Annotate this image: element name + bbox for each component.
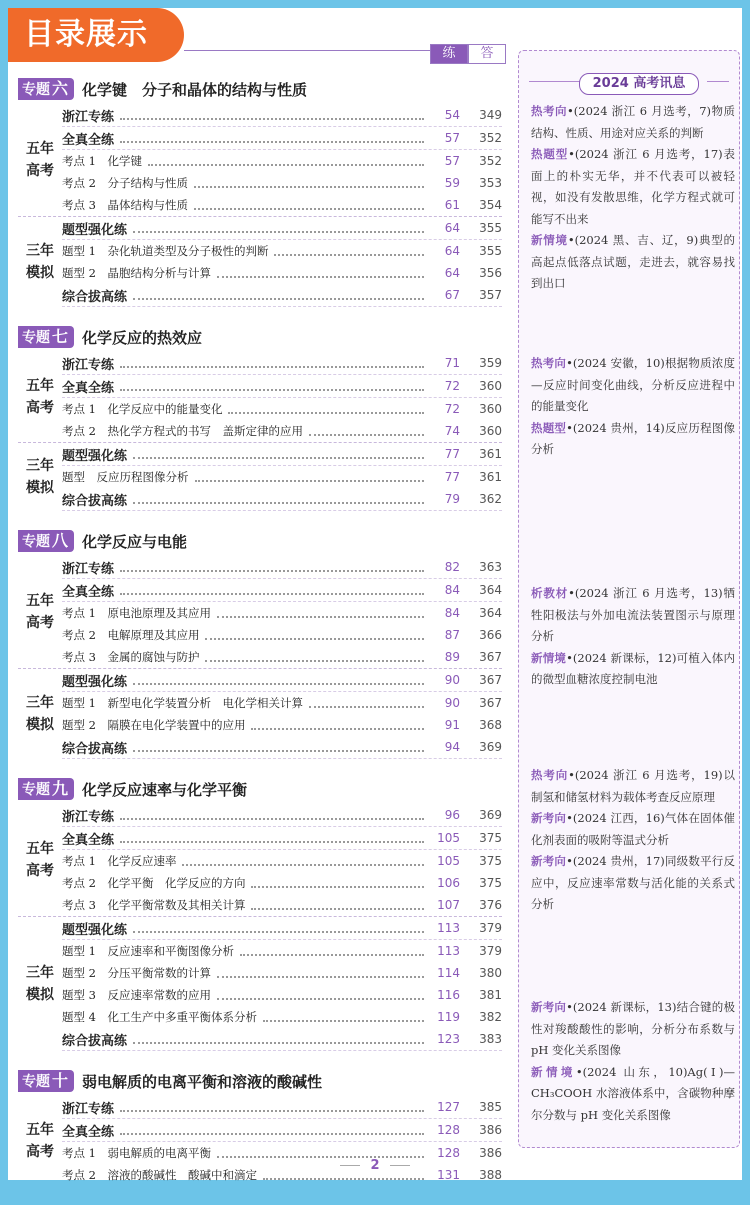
entry-page: 131: [437, 1168, 460, 1182]
entry-page: 128: [437, 1123, 460, 1137]
news-tag: 新考向: [531, 1000, 567, 1014]
section-badge-label: 专题: [22, 534, 50, 550]
dot-leader: [217, 968, 424, 978]
dot-leader: [217, 1148, 424, 1158]
dot-leader: [309, 698, 424, 708]
toc-block: [18, 216, 502, 307]
toc-entry[interactable]: [62, 1096, 502, 1119]
news-tag: 热考向: [531, 356, 567, 370]
entry-label: 题型强化练: [62, 222, 128, 238]
dot-leader: [251, 878, 424, 888]
entry-label: 题型强化练: [62, 922, 128, 938]
entry-page: 77: [444, 470, 460, 484]
toc-entry[interactable]: [62, 556, 502, 579]
section-badge-label: 专题: [22, 330, 50, 346]
section-header: [18, 78, 502, 100]
news-panel: [518, 50, 740, 1148]
entry-page: 90: [444, 673, 460, 687]
toc-entry[interactable]: [62, 894, 502, 916]
entry-answer-page: 359: [479, 356, 502, 370]
entry-page: 91: [444, 718, 460, 732]
entry-answer-page: 364: [479, 583, 502, 597]
toc-section: [18, 326, 502, 511]
news-tag: 热考向: [531, 104, 567, 118]
news-item: [531, 851, 735, 916]
news-item: [531, 144, 735, 230]
toc-block: [18, 352, 502, 442]
toc-entry[interactable]: [62, 1006, 502, 1028]
entry-page: 89: [444, 650, 460, 664]
news-text: •(2024 浙江 6 月选考，19)以制氢和储氢材料为载体考查反应原理: [531, 768, 735, 804]
entry-answer-page: 354: [479, 198, 502, 212]
news-text: •(2024 山东，10)Ag(Ⅰ)—CH₃COOH 水溶液体系中，含碳物种摩尔分数与 pH 变化关系图像: [531, 1064, 736, 1122]
entry-answer-page: 369: [479, 808, 502, 822]
dot-leader: [251, 900, 424, 910]
news-tag: 新情境: [531, 233, 568, 247]
entry-label: 全真全练: [62, 132, 115, 148]
entry-label: 题型强化练: [62, 448, 128, 464]
block-label: 五年高考: [26, 593, 54, 631]
entry-page: 87: [444, 628, 460, 642]
entry-label: 考点 3 晶体结构与性质: [62, 198, 188, 212]
news-tag: 热题型: [531, 420, 567, 435]
dot-leader: [274, 246, 424, 256]
entry-page: 57: [444, 131, 460, 145]
dot-leader: [228, 404, 424, 414]
block-label: 三年模拟: [26, 695, 54, 733]
block-label: 五年高考: [26, 141, 54, 179]
toc-entry[interactable]: [62, 962, 502, 984]
dot-leader: [120, 810, 424, 820]
section-badge: [18, 78, 74, 100]
entry-label: 考点 3 金属的腐蚀与防护: [62, 650, 200, 664]
entry-page: 64: [444, 221, 460, 235]
entry-answer-page: 361: [479, 447, 502, 461]
news-item: [531, 765, 735, 808]
news-item: [531, 230, 735, 295]
news-item: [531, 997, 735, 1062]
toc-entry[interactable]: [62, 736, 502, 759]
dot-leader: [120, 562, 424, 572]
entry-page: 106: [437, 876, 460, 890]
toc-entry[interactable]: [62, 375, 502, 398]
entry-label: 题型 反应历程图像分析: [62, 470, 189, 484]
toc-entry[interactable]: [62, 646, 502, 668]
dot-leader: [194, 200, 424, 210]
block-label: 三年模拟: [26, 458, 54, 496]
news-tag: 热题型: [531, 147, 569, 161]
toc-block: [18, 442, 502, 511]
divider: [184, 50, 430, 51]
dot-leader: [133, 223, 424, 233]
entry-label: 考点 2 分子结构与性质: [62, 176, 188, 190]
news-item: [531, 583, 735, 648]
entry-answer-page: 375: [479, 854, 502, 868]
news-item: [531, 418, 735, 461]
entry-answer-page: 381: [479, 988, 502, 1002]
section-header: [18, 326, 502, 348]
entry-page: 72: [444, 402, 460, 416]
section-badge-label: 专题: [22, 1074, 50, 1090]
news-group: [531, 583, 735, 691]
section-header: [18, 530, 502, 552]
news-text: •(2024 新课标，12)可植入体内的微型血糖浓度控制电池: [531, 650, 736, 686]
section-number: 十: [52, 1071, 69, 1090]
section-title: 化学反应与电能: [82, 532, 188, 551]
entry-label: 题型 1 反应速率和平衡图像分析: [62, 944, 234, 958]
toc-entry[interactable]: [62, 194, 502, 216]
section-badge: [18, 1070, 74, 1092]
dot-leader: [205, 630, 424, 640]
divider: [529, 81, 581, 82]
table-of-contents: [18, 78, 502, 1205]
section-header: [18, 778, 502, 800]
section-badge: [18, 778, 74, 800]
entry-page: 94: [444, 740, 460, 754]
dot-leader: [133, 449, 424, 459]
dot-leader: [182, 856, 424, 866]
entry-answer-page: 360: [479, 402, 502, 416]
toc-block: [18, 104, 502, 216]
entry-label: 综合拔高练: [62, 289, 128, 305]
dot-leader: [194, 178, 424, 188]
entry-page: 113: [437, 944, 460, 958]
entry-label: 题型 1 杂化轨道类型及分子极性的判断: [62, 244, 269, 258]
news-text: •(2024 浙江 6 月选考，17)表面上的朴实无华，并不代表可以被轻视，如没有发散思维，化学方程式就可能写不出来: [531, 147, 735, 226]
dot-leader: [133, 923, 424, 933]
entry-answer-page: 357: [479, 288, 502, 302]
news-item: [531, 1062, 735, 1127]
entry-page: 116: [437, 988, 460, 1002]
news-text: •(2024 安徽，10)根据物质浓度—反应时间变化曲线，分析反应进程中的能量变化: [531, 356, 736, 413]
entry-page: 128: [437, 1146, 460, 1160]
toc-entry[interactable]: [62, 443, 502, 466]
page: [8, 8, 742, 1180]
entry-answer-page: 369: [479, 740, 502, 754]
block-label: 三年模拟: [26, 243, 54, 281]
tab-practice: 练: [430, 44, 468, 64]
entry-label: 题型 2 分压平衡常数的计算: [62, 966, 211, 980]
entry-page: 64: [444, 244, 460, 258]
news-group: [531, 997, 735, 1126]
toc-entry[interactable]: [62, 284, 502, 307]
dot-leader: [251, 720, 424, 730]
entry-label: 综合拔高练: [62, 1033, 128, 1049]
entry-answer-page: 353: [479, 176, 502, 190]
entry-label: 题型 2 晶胞结构分析与计算: [62, 266, 211, 280]
page-title: 目录展示: [8, 8, 184, 62]
entry-answer-page: 379: [479, 921, 502, 935]
dot-leader: [148, 156, 424, 166]
section-badge: [18, 326, 74, 348]
entry-answer-page: 360: [479, 379, 502, 393]
entry-page: 114: [437, 966, 460, 980]
entry-answer-page: 386: [479, 1123, 502, 1137]
toc-entry[interactable]: [62, 917, 502, 940]
news-item: [531, 101, 735, 144]
entry-page: 127: [437, 1100, 460, 1114]
dot-leader: [120, 110, 424, 120]
entry-label: 题型 2 隔膜在电化学装置中的应用: [62, 718, 246, 732]
toc-entry[interactable]: [62, 466, 502, 488]
toc-entry[interactable]: [62, 669, 502, 692]
entry-answer-page: 367: [479, 650, 502, 664]
entry-label: 全真全练: [62, 380, 115, 396]
entry-page: 96: [444, 808, 460, 822]
entry-answer-page: 360: [479, 424, 502, 438]
toc-section: [18, 530, 502, 759]
news-tag: 新情境: [531, 1064, 576, 1079]
dot-leader: [120, 381, 424, 391]
entry-answer-page: 375: [479, 831, 502, 845]
section-number: 七: [52, 327, 69, 346]
entry-page: 74: [444, 424, 460, 438]
entry-answer-page: 352: [479, 131, 502, 145]
entry-answer-page: 361: [479, 470, 502, 484]
entry-page: 57: [444, 154, 460, 168]
entry-label: 考点 2 溶液的酸碱性 酸碱中和滴定: [62, 1168, 257, 1182]
entry-label: 考点 1 化学反应中的能量变化: [62, 402, 223, 416]
news-tag: 新考向: [531, 854, 567, 868]
news-panel-title: 2024 高考讯息: [579, 73, 699, 95]
tab-group: [430, 44, 506, 64]
toc-entry[interactable]: [62, 602, 502, 624]
dot-leader: [120, 358, 424, 368]
section-number: 六: [52, 79, 69, 98]
entry-page: 71: [444, 356, 460, 370]
entry-answer-page: 355: [479, 221, 502, 235]
toc-entry[interactable]: [62, 150, 502, 172]
entry-answer-page: 368: [479, 718, 502, 732]
entry-page: 67: [444, 288, 460, 302]
block-label: 五年高考: [26, 841, 54, 879]
news-text: •(2024 贵州，14)反应历程图像分析: [531, 420, 736, 456]
section-badge-label: 专题: [22, 82, 50, 98]
dot-leader: [120, 585, 424, 595]
news-item: [531, 808, 735, 851]
toc-entry[interactable]: [62, 1119, 502, 1142]
toc-entry[interactable]: [62, 352, 502, 375]
entry-label: 考点 1 原电池原理及其应用: [62, 606, 211, 620]
dot-leader: [120, 133, 424, 143]
toc-entry[interactable]: [62, 1028, 502, 1051]
entry-answer-page: 367: [479, 696, 502, 710]
entry-label: 题型 3 反应速率常数的应用: [62, 988, 211, 1002]
entry-page: 82: [444, 560, 460, 574]
dot-leader: [133, 742, 424, 752]
toc-entry[interactable]: [62, 714, 502, 736]
section-title: 化学反应速率与化学平衡: [82, 780, 248, 799]
toc-section: [18, 778, 502, 1051]
block-label: 五年高考: [26, 1122, 54, 1160]
entry-page: 61: [444, 198, 460, 212]
dot-leader: [133, 675, 424, 685]
toc-entry[interactable]: [62, 940, 502, 962]
entry-answer-page: 375: [479, 876, 502, 890]
news-text: •(2024 江西，16)气体在固体催化剂表面的吸附等温式分析: [531, 811, 736, 847]
entry-label: 考点 1 化学反应速率: [62, 854, 177, 868]
toc-entry[interactable]: [62, 240, 502, 262]
toc-entry[interactable]: [62, 872, 502, 894]
entry-page: 79: [444, 492, 460, 506]
news-text: •(2024 浙江 6 月选考，13)牺牲阳极法与外加电流法装置图示与原理分析: [531, 586, 735, 643]
toc-entry[interactable]: [62, 398, 502, 420]
entry-answer-page: 383: [479, 1032, 502, 1046]
section-badge: [18, 530, 74, 552]
dot-leader: [205, 652, 424, 662]
entry-page: 84: [444, 606, 460, 620]
entry-page: 54: [444, 108, 460, 122]
entry-page: 107: [437, 898, 460, 912]
toc-block: [18, 916, 502, 1051]
entry-page: 72: [444, 379, 460, 393]
news-text: •(2024 浙江 6 月选考，7)物质结构、性质、用途对应关系的判断: [531, 104, 736, 140]
toc-entry[interactable]: [62, 692, 502, 714]
entry-label: 考点 2 化学平衡 化学反应的方向: [62, 876, 246, 890]
dot-leader: [240, 946, 424, 956]
news-group: [531, 101, 735, 295]
entry-answer-page: 364: [479, 606, 502, 620]
entry-answer-page: 379: [479, 944, 502, 958]
toc-entry[interactable]: [62, 624, 502, 646]
entry-label: 浙江专练: [62, 109, 115, 125]
toc-entry[interactable]: [62, 488, 502, 511]
dot-leader: [133, 290, 424, 300]
toc-block: [18, 668, 502, 759]
news-tag: 新考向: [531, 811, 567, 825]
toc-entry[interactable]: [62, 420, 502, 442]
entry-answer-page: 388: [479, 1168, 502, 1182]
section-badge-label: 专题: [22, 782, 50, 798]
toc-entry[interactable]: [62, 262, 502, 284]
news-text: •(2024 黑、吉、辽，9)典型的高起点低落点试题，走进去，就容易找到出口: [531, 233, 735, 290]
news-item: [531, 353, 735, 418]
entry-label: 题型强化练: [62, 674, 128, 690]
block-label: 五年高考: [26, 378, 54, 416]
entry-label: 综合拔高练: [62, 493, 128, 509]
block-label: 三年模拟: [26, 965, 54, 1003]
entry-label: 题型 1 新型电化学装置分析 电化学相关计算: [62, 696, 303, 710]
entry-page: 123: [437, 1032, 460, 1046]
entry-label: 全真全练: [62, 832, 115, 848]
entry-answer-page: 385: [479, 1100, 502, 1114]
entry-answer-page: 386: [479, 1146, 502, 1160]
dot-leader: [217, 608, 424, 618]
entry-label: 全真全练: [62, 1124, 115, 1140]
entry-label: 题型 4 化工生产中多重平衡体系分析: [62, 1010, 257, 1024]
toc-entry[interactable]: [62, 804, 502, 827]
dot-leader: [309, 426, 424, 436]
page-footer: [8, 1158, 742, 1173]
news-item: [531, 648, 735, 691]
toc-block: [18, 804, 502, 916]
dot-leader: [133, 1034, 424, 1044]
dot-leader: [217, 268, 424, 278]
entry-label: 浙江专练: [62, 1101, 115, 1117]
toc-block: [18, 556, 502, 668]
entry-answer-page: 356: [479, 266, 502, 280]
entry-label: 综合拔高练: [62, 741, 128, 757]
entry-label: 浙江专练: [62, 809, 115, 825]
toc-entry[interactable]: [62, 579, 502, 602]
tab-answer: 答: [468, 44, 506, 64]
entry-page: 90: [444, 696, 460, 710]
entry-answer-page: 382: [479, 1010, 502, 1024]
entry-page: 84: [444, 583, 460, 597]
entry-label: 浙江专练: [62, 357, 115, 373]
section-title: 化学键 分子和晶体的结构与性质: [82, 80, 308, 99]
entry-answer-page: 355: [479, 244, 502, 258]
toc-section: [18, 78, 502, 307]
news-tag: 析教材: [531, 586, 569, 600]
entry-page: 59: [444, 176, 460, 190]
entry-page: 105: [437, 854, 460, 868]
toc-entry[interactable]: [62, 172, 502, 194]
entry-page: 113: [437, 921, 460, 935]
news-tag: 新情境: [531, 650, 567, 665]
toc-entry[interactable]: [62, 217, 502, 240]
entry-label: 考点 1 弱电解质的电离平衡: [62, 1146, 211, 1160]
entry-answer-page: 362: [479, 492, 502, 506]
section-title: 化学反应的热效应: [82, 328, 203, 347]
dot-leader: [217, 990, 424, 1000]
entry-answer-page: 352: [479, 154, 502, 168]
news-group: [531, 765, 735, 916]
section-header: [18, 1070, 502, 1092]
entry-answer-page: 380: [479, 966, 502, 980]
entry-answer-page: 366: [479, 628, 502, 642]
entry-answer-page: 376: [479, 898, 502, 912]
section-title: 弱电解质的电离平衡和溶液的酸碱性: [82, 1072, 323, 1091]
entry-page: 77: [444, 447, 460, 461]
news-text: •(2024 贵州，17)同级数平行反应中，反应速率常数与活化能的关系式分析: [531, 854, 736, 911]
news-text: •(2024 新课标，13)结合键的极性对羧酸酸性的影响，分析分布系数与 pH 变化关系图像: [531, 1000, 736, 1057]
section-number: 九: [52, 779, 69, 798]
entry-label: 考点 2 电解原理及其应用: [62, 628, 200, 642]
entry-page: 105: [437, 831, 460, 845]
entry-label: 考点 1 化学键: [62, 154, 142, 168]
divider: [707, 81, 729, 82]
dot-leader: [120, 1102, 424, 1112]
news-tag: 热考向: [531, 768, 569, 782]
entry-label: 考点 2 热化学方程式的书写 盖斯定律的应用: [62, 424, 303, 438]
dot-leader: [120, 833, 424, 843]
entry-answer-page: 349: [479, 108, 502, 122]
entry-label: 浙江专练: [62, 561, 115, 577]
page-number: 2: [370, 1158, 380, 1173]
dot-leader: [263, 1012, 424, 1022]
toc-entry[interactable]: [62, 127, 502, 150]
toc-entry[interactable]: [62, 104, 502, 127]
entry-answer-page: 363: [479, 560, 502, 574]
entry-page: 119: [437, 1010, 460, 1024]
toc-entry[interactable]: [62, 827, 502, 850]
section-number: 八: [52, 531, 69, 550]
entry-page: 64: [444, 266, 460, 280]
entry-answer-page: 367: [479, 673, 502, 687]
news-group: [531, 353, 735, 461]
toc-entry[interactable]: [62, 984, 502, 1006]
dot-leader: [195, 472, 425, 482]
toc-entry[interactable]: [62, 850, 502, 872]
entry-label: 考点 3 化学平衡常数及其相关计算: [62, 898, 246, 912]
dot-leader: [133, 494, 424, 504]
entry-label: 全真全练: [62, 584, 115, 600]
dot-leader: [120, 1125, 424, 1135]
